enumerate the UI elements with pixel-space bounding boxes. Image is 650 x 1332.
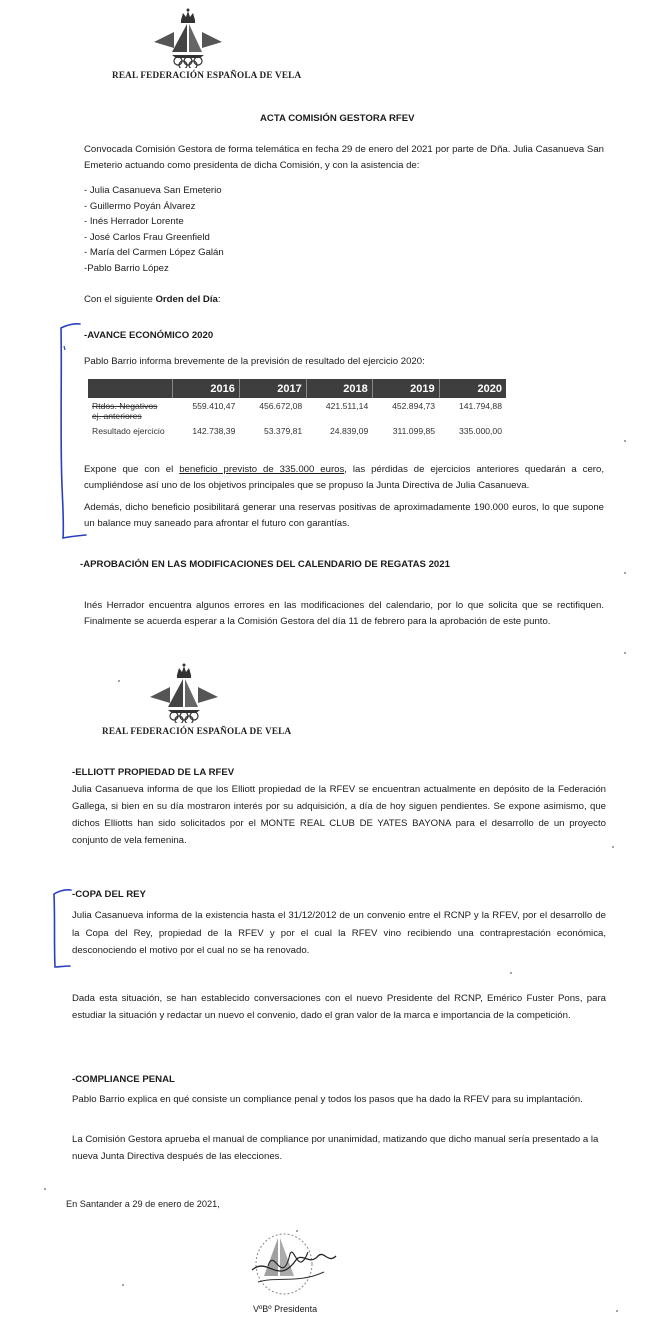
- scan-speck: [510, 972, 512, 974]
- table-cell: 456.672,08: [259, 401, 303, 411]
- scan-speck: [118, 680, 120, 682]
- scan-speck: [44, 1188, 46, 1190]
- section-heading-avance: -AVANCE ECONÓMICO 2020: [84, 330, 214, 341]
- olympic-rings-icon: [174, 57, 202, 68]
- underlined-benefit: beneficio previsto de 335.000 euros: [179, 464, 345, 475]
- section-paragraph: Pablo Barrio informa brevemente de la previsión de resultado del ejercicio 2020:: [84, 356, 425, 367]
- table-cell: 53.379,81: [263, 426, 303, 436]
- section-paragraph: Julia Casanueva informa de que los Elliott propiedad de la RFEV se encuentran actualmente en depósito de la Federación Gallega, si bien en su día mostraron interés por su adquisición, a día de hoy siguen pendientes. Se expone asimismo, que dichos Elliotts han sido solicitados por el MONTE REAL CLUB DE YATES BAYONA para el desarrollo de un proyecto conjunto de vela femenina.: [72, 784, 606, 846]
- scan-speck: [624, 440, 626, 442]
- table-cell: 559.410,47: [192, 401, 236, 411]
- attendee-list: [84, 183, 224, 276]
- table-cell: 335.000,00: [458, 426, 502, 436]
- section-heading-calendario: -APROBACIÓN EN LAS MODIFICACIONES DEL CALENDARIO DE REGATAS 2021: [80, 559, 450, 570]
- scan-speck: [616, 1310, 618, 1312]
- table-cell: 142.738,39: [192, 426, 236, 436]
- intro-paragraph: Convocada Comisión Gestora de forma telemática en fecha 29 de enero del 2021 por parte de Dña. Julia Casanueva San Emeterio actuando como presidenta de dicha Comisión, y con la asistencia de:: [84, 144, 604, 171]
- table-row: [88, 424, 506, 438]
- federation-name: REAL FEDERACIÓN ESPAÑOLA DE VELA: [102, 726, 292, 736]
- scan-speck: [624, 572, 626, 574]
- crown-icon: [181, 9, 195, 24]
- document-title: ACTA COMISIÓN GESTORA RFEV: [260, 113, 415, 124]
- handwritten-bracket-mark: [44, 884, 80, 974]
- table-cell: 311.099,85: [392, 426, 436, 436]
- attendee: - Guillermo Poyán Álvarez: [84, 200, 196, 212]
- signature-stamp: [238, 1226, 348, 1304]
- section-paragraph: Expone que con el beneficio previsto de 335.000 euros, las pérdidas de ejercicios anteriores quedarán a cero, cumpliéndose así uno de los objetivos principales que se propuso la Junta Directiva de Julia Casanueva.: [84, 464, 604, 491]
- section-heading-compliance: -COMPLIANCE PENAL: [72, 1074, 175, 1085]
- year-header: 2017: [239, 379, 306, 398]
- attendee: - Inés Herrador Lorente: [84, 216, 184, 227]
- table-row: [88, 398, 506, 424]
- section-heading-elliott: -ELLIOTT PROPIEDAD DE LA RFEV: [72, 767, 235, 778]
- section-paragraph: Inés Herrador encuentra algunos errores en las modificaciones del calendario, por lo que solicita que se rectifiquen. Finalmente se acuerda esperar a la Comisión Gestora del día 11 de febrero para la aprobación de este punto.: [84, 600, 604, 627]
- table-cell: 452.894,73: [392, 401, 436, 411]
- olympic-rings-icon: [170, 712, 198, 723]
- handwritten-bracket-mark: [52, 316, 92, 542]
- year-header: 2016: [173, 379, 240, 398]
- attendee: - Julia Casanueva San Emeterio: [84, 185, 222, 196]
- table-cell: 421.511,14: [325, 401, 369, 411]
- attendee: - José Carlos Frau Greenfield: [84, 231, 210, 243]
- scan-speck: [122, 1284, 124, 1286]
- rfev-logo: [150, 8, 226, 68]
- attendee: -Pablo Barrio López: [84, 262, 169, 274]
- table-header-row: [88, 379, 506, 398]
- year-header: 2018: [306, 379, 372, 398]
- section-paragraph: Pablo Barrio explica en qué consiste un compliance penal y todos los pasos que ha dado la RFEV para su implantación.: [72, 1094, 583, 1105]
- year-header: 2019: [372, 379, 439, 398]
- table-cell: 24.839,09: [330, 426, 369, 436]
- row-label: Rtdos. Negativos ej. anteriores: [92, 401, 158, 421]
- table-cell: 141.794,88: [458, 401, 502, 411]
- section-paragraph: Dada esta situación, se han establecido conversaciones con el nuevo Presidente del RCNP, Emérico Fuster Pons, para estudiar la situación y redactar un nuevo el convenio, dado el gran valor de la marca e importancia de la competición.: [72, 993, 606, 1021]
- scan-speck: [296, 1230, 298, 1232]
- row-label: Resultado ejercicio: [92, 426, 165, 436]
- scan-speck: [624, 652, 626, 654]
- year-header: 2020: [439, 379, 506, 398]
- section-paragraph: Julia Casanueva informa de la existencia hasta el 31/12/2012 de un convenio entre el RCNP y la RFEV, por el desarrollo de la Copa del Rey, propiedad de la RFEV y por el cual la RFEV vino recibiendo una contraprestación económica, desconociendo el motivo por el cual no se ha renovado.: [72, 910, 606, 956]
- sail-icon: [168, 679, 200, 713]
- section-paragraph: Además, dicho beneficio posibilitará generar una reservas positivas de aproximadamente 190.000 euros, lo que supone un balance muy saneado para afrontar el futuro con garantías.: [84, 502, 604, 529]
- place-date: En Santander a 29 de enero de 2021,: [66, 1199, 220, 1209]
- attendee: - María del Carmen López Galán: [84, 247, 224, 258]
- sail-icon: [172, 24, 204, 58]
- section-heading-copa: -COPA DEL REY: [72, 889, 146, 900]
- agenda-line: Con el siguiente Orden del Día:: [84, 294, 221, 305]
- section-paragraph: La Comisión Gestora aprueba el manual de compliance por unanimidad, matizando que dicho manual sería presentado a la nueva Junta Directiva después de las elecciones.: [72, 1134, 599, 1162]
- rfev-logo: [146, 663, 222, 723]
- crown-icon: [177, 664, 191, 679]
- financial-table: [88, 379, 506, 438]
- federation-name: REAL FEDERACIÓN ESPAÑOLA DE VELA: [112, 70, 302, 80]
- signature-caption: VºBº Presidenta: [253, 1304, 318, 1314]
- scan-speck: [612, 846, 614, 848]
